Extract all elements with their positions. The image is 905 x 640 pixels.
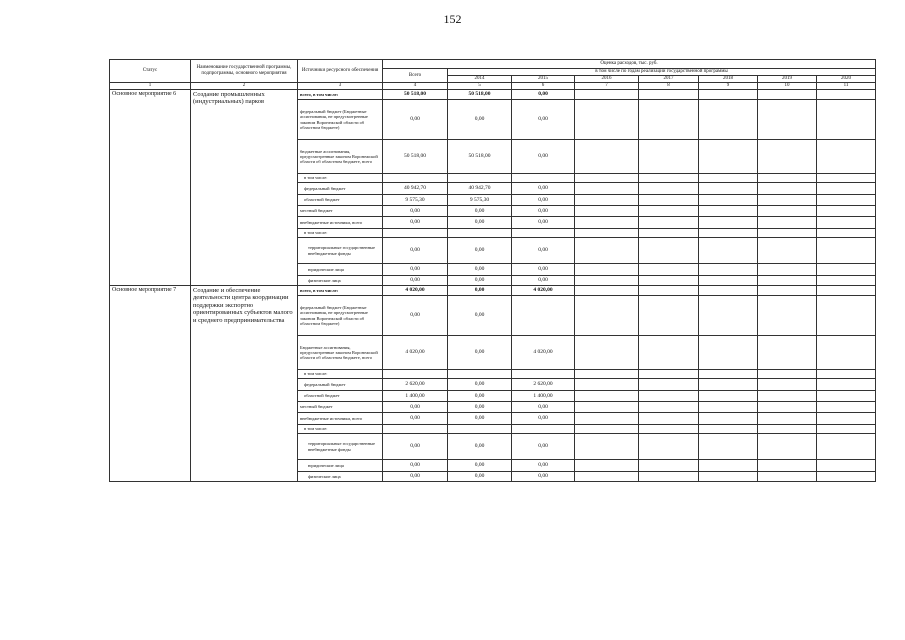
- value-cell-y2014: 0,00: [448, 413, 512, 425]
- empty-year-cell: [575, 195, 639, 206]
- empty-year-cell: [639, 183, 699, 195]
- empty-year-cell: [639, 229, 699, 238]
- source-cell: в том числе:: [298, 370, 383, 379]
- value-cell-y2014: 50 518,00: [448, 90, 512, 100]
- value-cell-total: [383, 174, 448, 183]
- empty-year-cell: [699, 183, 758, 195]
- empty-year-cell: [639, 90, 699, 100]
- empty-year-cell: [639, 100, 699, 140]
- value-cell-total: 4 020,00: [383, 286, 448, 296]
- empty-year-cell: [575, 336, 639, 370]
- empty-year-cell: [639, 276, 699, 286]
- source-cell: бюджетные ассигнования, предусмотренные законом Воронежской области об областном бюджете, всего: [298, 140, 383, 174]
- empty-year-cell: [758, 264, 817, 276]
- source-cell: федеральный бюджет (Бюджетные ассигнования, не предусмотренные законом Воронежской области об областном бюджете): [298, 100, 383, 140]
- empty-year-cell: [758, 238, 817, 264]
- value-cell-y2015: [512, 370, 575, 379]
- empty-year-cell: [817, 296, 876, 336]
- column-number-2: 2: [191, 83, 298, 90]
- source-cell: областной бюджет: [298, 195, 383, 206]
- empty-year-cell: [817, 100, 876, 140]
- empty-year-cell: [575, 100, 639, 140]
- value-cell-y2014: [448, 229, 512, 238]
- empty-year-cell: [699, 195, 758, 206]
- empty-year-cell: [758, 434, 817, 460]
- empty-year-cell: [575, 391, 639, 402]
- value-cell-y2015: 0,00: [512, 472, 575, 482]
- value-cell-total: 0,00: [383, 296, 448, 336]
- empty-year-cell: [575, 183, 639, 195]
- value-cell-y2014: 0,00: [448, 264, 512, 276]
- value-cell-y2014: 50 518,00: [448, 140, 512, 174]
- value-cell-y2015: 4 020,00: [512, 286, 575, 296]
- empty-year-cell: [817, 413, 876, 425]
- empty-year-cell: [639, 370, 699, 379]
- value-cell-total: 1 400,00: [383, 391, 448, 402]
- empty-year-cell: [699, 276, 758, 286]
- empty-year-cell: [699, 296, 758, 336]
- empty-year-cell: [575, 286, 639, 296]
- value-cell-y2015: 0,00: [512, 413, 575, 425]
- empty-year-cell: [758, 402, 817, 413]
- empty-year-cell: [575, 413, 639, 425]
- empty-year-cell: [575, 264, 639, 276]
- empty-year-cell: [817, 195, 876, 206]
- empty-year-cell: [817, 276, 876, 286]
- empty-year-cell: [575, 174, 639, 183]
- empty-year-cell: [699, 206, 758, 217]
- empty-year-cell: [699, 413, 758, 425]
- value-cell-y2015: 0,00: [512, 434, 575, 460]
- measure-name-cell: Создание и обеспечение деятельности центра координации поддержки экспортно ориентированных субъектов малого и среднего предпринимательства: [191, 286, 298, 482]
- page-number: 152: [443, 12, 462, 26]
- source-cell: юридические лица: [298, 264, 383, 276]
- empty-year-cell: [575, 460, 639, 472]
- empty-year-cell: [575, 379, 639, 391]
- empty-year-cell: [639, 460, 699, 472]
- value-cell-y2015: [512, 174, 575, 183]
- status-cell: Основное мероприятие 7: [110, 286, 191, 482]
- value-cell-total: 50 518,00: [383, 90, 448, 100]
- empty-year-cell: [817, 472, 876, 482]
- empty-year-cell: [699, 229, 758, 238]
- source-cell: всего, в том числе:: [298, 90, 383, 100]
- budget-table: [109, 59, 876, 482]
- empty-year-cell: [699, 140, 758, 174]
- value-cell-total: 50 518,00: [383, 140, 448, 174]
- value-cell-y2014: [448, 370, 512, 379]
- empty-year-cell: [758, 140, 817, 174]
- empty-year-cell: [758, 379, 817, 391]
- empty-year-cell: [699, 425, 758, 434]
- value-cell-y2014: 0,00: [448, 238, 512, 264]
- column-number-1: 1: [110, 83, 191, 90]
- empty-year-cell: [639, 434, 699, 460]
- empty-year-cell: [575, 472, 639, 482]
- source-cell: в том числе:: [298, 229, 383, 238]
- empty-year-cell: [575, 217, 639, 229]
- empty-year-cell: [699, 370, 758, 379]
- empty-year-cell: [817, 217, 876, 229]
- value-cell-y2015: [512, 229, 575, 238]
- table-row: [110, 286, 876, 296]
- value-cell-total: 0,00: [383, 472, 448, 482]
- value-cell-y2014: 0,00: [448, 100, 512, 140]
- source-cell: всего, в том числе:: [298, 286, 383, 296]
- value-cell-total: 4 020,00: [383, 336, 448, 370]
- column-number-9: 9: [699, 83, 758, 90]
- source-cell: территориальные государственные внебюджетные фонды: [298, 434, 383, 460]
- empty-year-cell: [699, 286, 758, 296]
- empty-year-cell: [575, 238, 639, 264]
- value-cell-total: [383, 425, 448, 434]
- value-cell-y2014: 0,00: [448, 336, 512, 370]
- table-body: [110, 90, 876, 482]
- empty-year-cell: [699, 379, 758, 391]
- value-cell-total: 0,00: [383, 206, 448, 217]
- source-cell: территориальные государственные внебюджетные фонды: [298, 238, 383, 264]
- empty-year-cell: [575, 296, 639, 336]
- value-cell-y2015: 0,00: [512, 402, 575, 413]
- value-cell-total: 0,00: [383, 402, 448, 413]
- empty-year-cell: [575, 206, 639, 217]
- empty-year-cell: [639, 174, 699, 183]
- empty-year-cell: [758, 391, 817, 402]
- header-year-2020: 2020: [817, 76, 876, 83]
- empty-year-cell: [817, 286, 876, 296]
- source-cell: федеральный бюджет (Бюджетные ассигнования, не предусмотренные законом Воронежской области об областном бюджете): [298, 296, 383, 336]
- empty-year-cell: [699, 391, 758, 402]
- value-cell-total: 0,00: [383, 100, 448, 140]
- empty-year-cell: [758, 286, 817, 296]
- source-cell: внебюджетные источники, всего: [298, 413, 383, 425]
- value-cell-total: 0,00: [383, 264, 448, 276]
- source-cell: в том числе:: [298, 425, 383, 434]
- measure-name-cell: Создание промышленных (индустриальных) парков: [191, 90, 298, 286]
- empty-year-cell: [639, 195, 699, 206]
- empty-year-cell: [817, 391, 876, 402]
- value-cell-y2014: 40 942,70: [448, 183, 512, 195]
- column-number-7: 7: [575, 83, 639, 90]
- value-cell-y2015: 4 020,00: [512, 336, 575, 370]
- header-name: Наименование государственной программы, подпрограммы, основного мероприятия: [191, 60, 298, 83]
- empty-year-cell: [817, 264, 876, 276]
- header-years-caption: в том числе по годам реализации государственной программы: [448, 69, 876, 76]
- empty-year-cell: [639, 402, 699, 413]
- empty-year-cell: [758, 370, 817, 379]
- empty-year-cell: [817, 90, 876, 100]
- empty-year-cell: [699, 100, 758, 140]
- empty-year-cell: [817, 379, 876, 391]
- value-cell-y2014: 0,00: [448, 379, 512, 391]
- table-row: [110, 90, 876, 100]
- empty-year-cell: [639, 264, 699, 276]
- source-cell: федеральный бюджет: [298, 379, 383, 391]
- value-cell-total: [383, 370, 448, 379]
- value-cell-total: 0,00: [383, 238, 448, 264]
- empty-year-cell: [699, 402, 758, 413]
- empty-year-cell: [817, 183, 876, 195]
- empty-year-cell: [699, 264, 758, 276]
- value-cell-y2015: 0,00: [512, 217, 575, 229]
- status-cell: Основное мероприятие 6: [110, 90, 191, 286]
- empty-year-cell: [699, 174, 758, 183]
- source-cell: Бюджетные ассигнования, предусмотренные законом Воронежской области об областном бюджете, всего: [298, 336, 383, 370]
- empty-year-cell: [639, 296, 699, 336]
- value-cell-total: [383, 229, 448, 238]
- value-cell-total: 2 620,00: [383, 379, 448, 391]
- empty-year-cell: [639, 238, 699, 264]
- column-number-6: 6: [512, 83, 575, 90]
- value-cell-y2015: 0,00: [512, 460, 575, 472]
- empty-year-cell: [758, 206, 817, 217]
- empty-year-cell: [639, 413, 699, 425]
- empty-year-cell: [575, 434, 639, 460]
- empty-year-cell: [758, 296, 817, 336]
- value-cell-y2015: 0,00: [512, 276, 575, 286]
- value-cell-y2015: 0,00: [512, 264, 575, 276]
- empty-year-cell: [575, 229, 639, 238]
- header-year-2017: 2017: [639, 76, 699, 83]
- empty-year-cell: [758, 276, 817, 286]
- header-year-2015: 2015: [512, 76, 575, 83]
- empty-year-cell: [817, 238, 876, 264]
- value-cell-total: 9 575,30: [383, 195, 448, 206]
- source-cell: внебюджетные источники, всего: [298, 217, 383, 229]
- empty-year-cell: [758, 174, 817, 183]
- value-cell-y2015: 2 620,00: [512, 379, 575, 391]
- value-cell-y2014: 0,00: [448, 206, 512, 217]
- empty-year-cell: [639, 206, 699, 217]
- empty-year-cell: [758, 472, 817, 482]
- value-cell-y2014: 0,00: [448, 286, 512, 296]
- column-number-3: 3: [298, 83, 383, 90]
- value-cell-y2015: [512, 296, 575, 336]
- empty-year-cell: [575, 276, 639, 286]
- empty-year-cell: [817, 336, 876, 370]
- value-cell-y2015: 1 400,00: [512, 391, 575, 402]
- column-number-11: 11: [817, 83, 876, 90]
- value-cell-y2014: 0,00: [448, 472, 512, 482]
- empty-year-cell: [575, 90, 639, 100]
- column-number-8: 8: [639, 83, 699, 90]
- source-cell: юридические лица: [298, 460, 383, 472]
- empty-year-cell: [758, 413, 817, 425]
- empty-year-cell: [699, 434, 758, 460]
- empty-year-cell: [758, 217, 817, 229]
- header-estimate: Оценка расходов, тыс. руб.: [383, 60, 876, 69]
- empty-year-cell: [575, 425, 639, 434]
- value-cell-y2015: 0,00: [512, 183, 575, 195]
- value-cell-y2015: 0,00: [512, 90, 575, 100]
- header-year-2016: 2016: [575, 76, 639, 83]
- value-cell-y2014: 0,00: [448, 402, 512, 413]
- empty-year-cell: [699, 217, 758, 229]
- empty-year-cell: [699, 238, 758, 264]
- empty-year-cell: [817, 434, 876, 460]
- source-cell: физические лица: [298, 276, 383, 286]
- empty-year-cell: [817, 229, 876, 238]
- empty-year-cell: [639, 336, 699, 370]
- header-year-2014: 2014: [448, 76, 512, 83]
- empty-year-cell: [639, 425, 699, 434]
- empty-year-cell: [639, 391, 699, 402]
- empty-year-cell: [639, 217, 699, 229]
- header-total: Всего: [383, 69, 448, 83]
- source-cell: областной бюджет: [298, 391, 383, 402]
- empty-year-cell: [758, 183, 817, 195]
- source-cell: физические лица: [298, 472, 383, 482]
- column-number-4: 4: [383, 83, 448, 90]
- value-cell-y2014: 0,00: [448, 217, 512, 229]
- value-cell-y2014: 0,00: [448, 391, 512, 402]
- empty-year-cell: [758, 90, 817, 100]
- empty-year-cell: [699, 90, 758, 100]
- empty-year-cell: [817, 460, 876, 472]
- value-cell-y2015: [512, 425, 575, 434]
- column-number-5: 5: [448, 83, 512, 90]
- value-cell-total: 0,00: [383, 460, 448, 472]
- column-number-10: 10: [758, 83, 817, 90]
- empty-year-cell: [758, 229, 817, 238]
- empty-year-cell: [817, 402, 876, 413]
- empty-year-cell: [639, 140, 699, 174]
- value-cell-total: 0,00: [383, 217, 448, 229]
- header-source: Источники ресурсного обеспечения: [298, 60, 383, 83]
- value-cell-y2015: 0,00: [512, 195, 575, 206]
- source-cell: в том числе:: [298, 174, 383, 183]
- value-cell-total: 0,00: [383, 413, 448, 425]
- value-cell-y2014: 0,00: [448, 296, 512, 336]
- value-cell-y2015: 0,00: [512, 100, 575, 140]
- empty-year-cell: [575, 402, 639, 413]
- empty-year-cell: [758, 100, 817, 140]
- empty-year-cell: [817, 140, 876, 174]
- empty-year-cell: [639, 286, 699, 296]
- empty-year-cell: [575, 370, 639, 379]
- empty-year-cell: [817, 425, 876, 434]
- value-cell-total: 0,00: [383, 276, 448, 286]
- empty-year-cell: [758, 336, 817, 370]
- value-cell-y2014: [448, 174, 512, 183]
- empty-year-cell: [639, 379, 699, 391]
- empty-year-cell: [699, 460, 758, 472]
- source-cell: местный бюджет: [298, 402, 383, 413]
- source-cell: федеральный бюджет: [298, 183, 383, 195]
- value-cell-y2015: 0,00: [512, 206, 575, 217]
- empty-year-cell: [817, 206, 876, 217]
- header-year-2018: 2018: [699, 76, 758, 83]
- empty-year-cell: [699, 336, 758, 370]
- empty-year-cell: [639, 472, 699, 482]
- empty-year-cell: [758, 195, 817, 206]
- empty-year-cell: [817, 370, 876, 379]
- value-cell-y2015: 0,00: [512, 140, 575, 174]
- value-cell-total: 0,00: [383, 434, 448, 460]
- value-cell-total: 40 942,70: [383, 183, 448, 195]
- header-column-numbers: [110, 83, 876, 90]
- empty-year-cell: [817, 174, 876, 183]
- value-cell-y2014: 0,00: [448, 434, 512, 460]
- empty-year-cell: [699, 472, 758, 482]
- value-cell-y2014: 0,00: [448, 276, 512, 286]
- header-year-2019: 2019: [758, 76, 817, 83]
- header-status: Статус: [110, 60, 191, 83]
- source-cell: местный бюджет: [298, 206, 383, 217]
- value-cell-y2015: 0,00: [512, 238, 575, 264]
- value-cell-y2014: [448, 425, 512, 434]
- value-cell-y2014: 0,00: [448, 460, 512, 472]
- empty-year-cell: [575, 140, 639, 174]
- value-cell-y2014: 9 575,30: [448, 195, 512, 206]
- empty-year-cell: [758, 460, 817, 472]
- empty-year-cell: [758, 425, 817, 434]
